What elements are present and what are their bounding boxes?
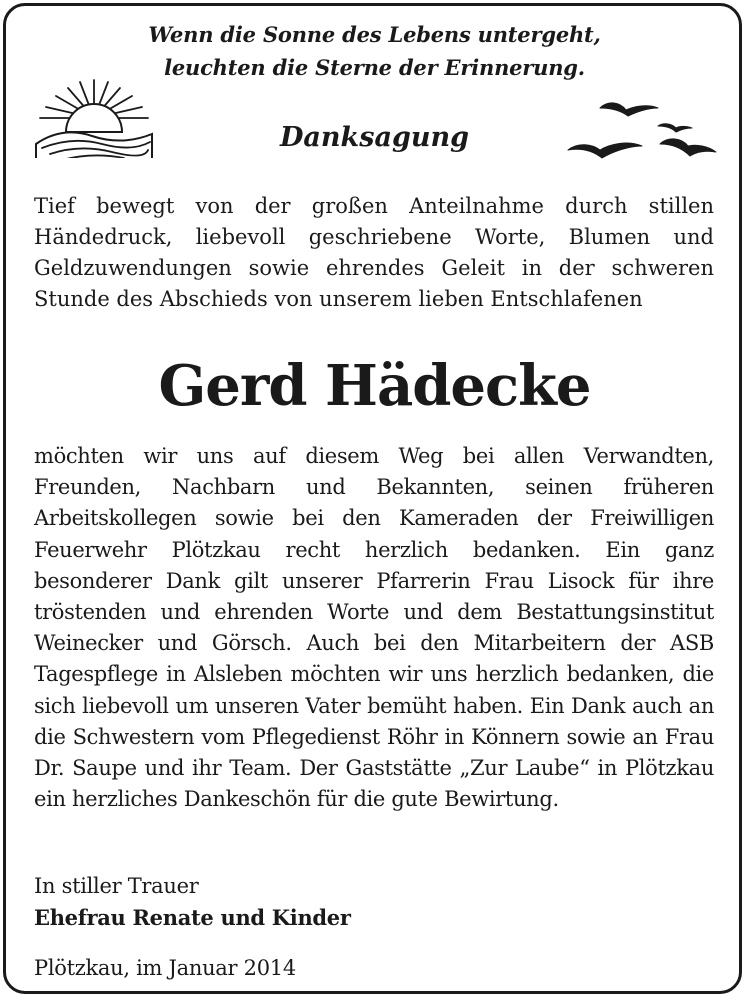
- motto-line-2: leuchten die Sterne der Erinnerung.: [164, 55, 585, 80]
- intro-paragraph: Tief bewegt von der großen Anteilnahme durch stillen Händedruck, liebevoll geschriebene Worte, Blumen und Geldzuwendungen sowie ehrendes Geleit in der schweren Stunde des Abschieds von unserem lieben Entschlafenen: [34, 194, 714, 311]
- notice-heading: Danksagung: [280, 122, 469, 153]
- deceased-name: Gerd Hädecke: [158, 353, 591, 419]
- motto-line-1: Wenn die Sonne des Lebens untergeht,: [148, 22, 601, 47]
- signature-label: In stiller Trauer: [34, 874, 199, 898]
- place-date: Plötzkau, im Januar 2014: [34, 956, 296, 980]
- signature-names: Ehefrau Renate und Kinder: [34, 905, 351, 930]
- thanks-paragraph: möchten wir uns auf diesem Weg bei allen Verwandten, Freunden, Nachbarn und Bekannten, seinen früheren Arbeitskollegen sowie bei den Kameraden der Freiwilligen Feuerwehr Plötzkau recht herzlich bedanken. Ein ganz besonderer Dank gilt unserer Pfarrerin Frau Lisock für ihre tröstenden und ehrenden Worte und dem Bestattungsinstitut Weinecker und Görsch. Auch bei den Mitarbeitern der ASB Tagespflege in Alsleben möchten wir uns herzlich bedanken, die sich liebevoll um unseren Vater bemüht haben. Ein Dank auch an die Schwestern vom Pflegedienst Röhr in Könnern sowie an Frau Dr. Saupe und ihr Team. Der Gaststätte „Zur Laube“ in Plötzkau ein herzliches Dankeschön für die gute Bewirtung.: [34, 444, 714, 812]
